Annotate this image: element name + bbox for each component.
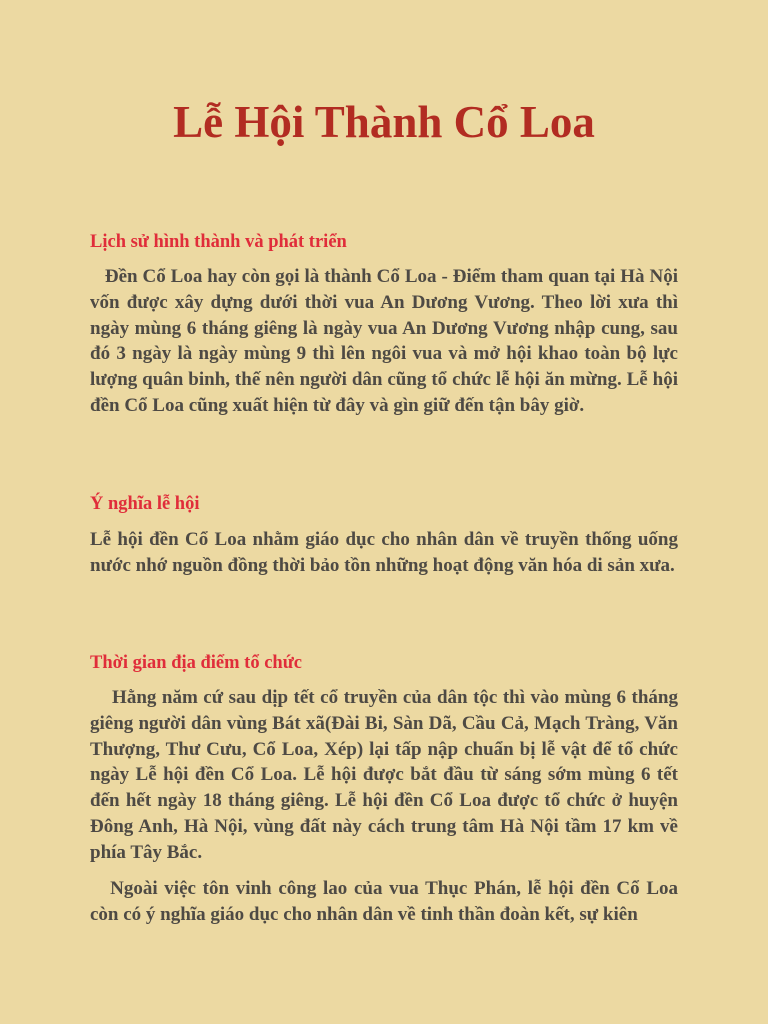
section-heading-history: Lịch sử hình thành và phát triển <box>90 232 347 252</box>
paragraph-time-place: Hằng năm cứ sau dịp tết cổ truyền của dân tộc thì vào mùng 6 tháng giêng người dân vùng Bát xã(Đài Bi, Sàn Dã, Cầu Cả, Mạch Tràng, Văn Thượng, Thư Cưu, Cổ Loa, Xép) lại tấp nập chuẩn bị lễ vật để tổ chức ngày Lễ hội đền Cổ Loa. Lễ hội được bắt đầu từ sáng sớm mùng 6 tết đến hết ngày 18 tháng giêng. Lễ hội đền Cổ Loa được tổ chức ở huyện Đông Anh, Hà Nội, vùng đất này cách trung tâm Hà Nội tầm 17 km về phía Tây Bắc. <box>90 687 683 863</box>
document-title: Lễ Hội Thành Cổ Loa <box>173 97 595 147</box>
section-heading-time-place: Thời gian địa điểm tổ chức <box>90 653 303 673</box>
section-heading-meaning: Ý nghĩa lễ hội <box>90 494 200 514</box>
paragraph-meaning: Lễ hội đền Cổ Loa nhằm giáo dục cho nhân dân về truyền thống uống nước nhớ nguồn đồng thời bảo tồn những hoạt động văn hóa di sản xưa. <box>90 529 683 576</box>
paragraph-history: Đền Cổ Loa hay còn gọi là thành Cổ Loa - Điểm tham quan tại Hà Nội vốn được xây dựng dưới thời vua An Dương Vương. Theo lời xưa thì ngày mùng 6 tháng giêng là ngày vua An Dương Vương nhập cung, sau đó 3 ngày là ngày mùng 9 thì lên ngôi vua và mở hội khao toàn bộ lực lượng quân binh, thế nên người dân cũng tổ chức lễ hội ăn mừng. Lễ hội đền Cổ Loa cũng xuất hiện từ đây và gìn giữ đến tận bây giờ. <box>90 266 683 416</box>
paragraph-significance: Ngoài việc tôn vinh công lao của vua Thục Phán, lễ hội đền Cổ Loa còn có ý nghĩa giáo dục cho nhân dân về tinh thần đoàn kết, sự kiên <box>90 878 683 925</box>
